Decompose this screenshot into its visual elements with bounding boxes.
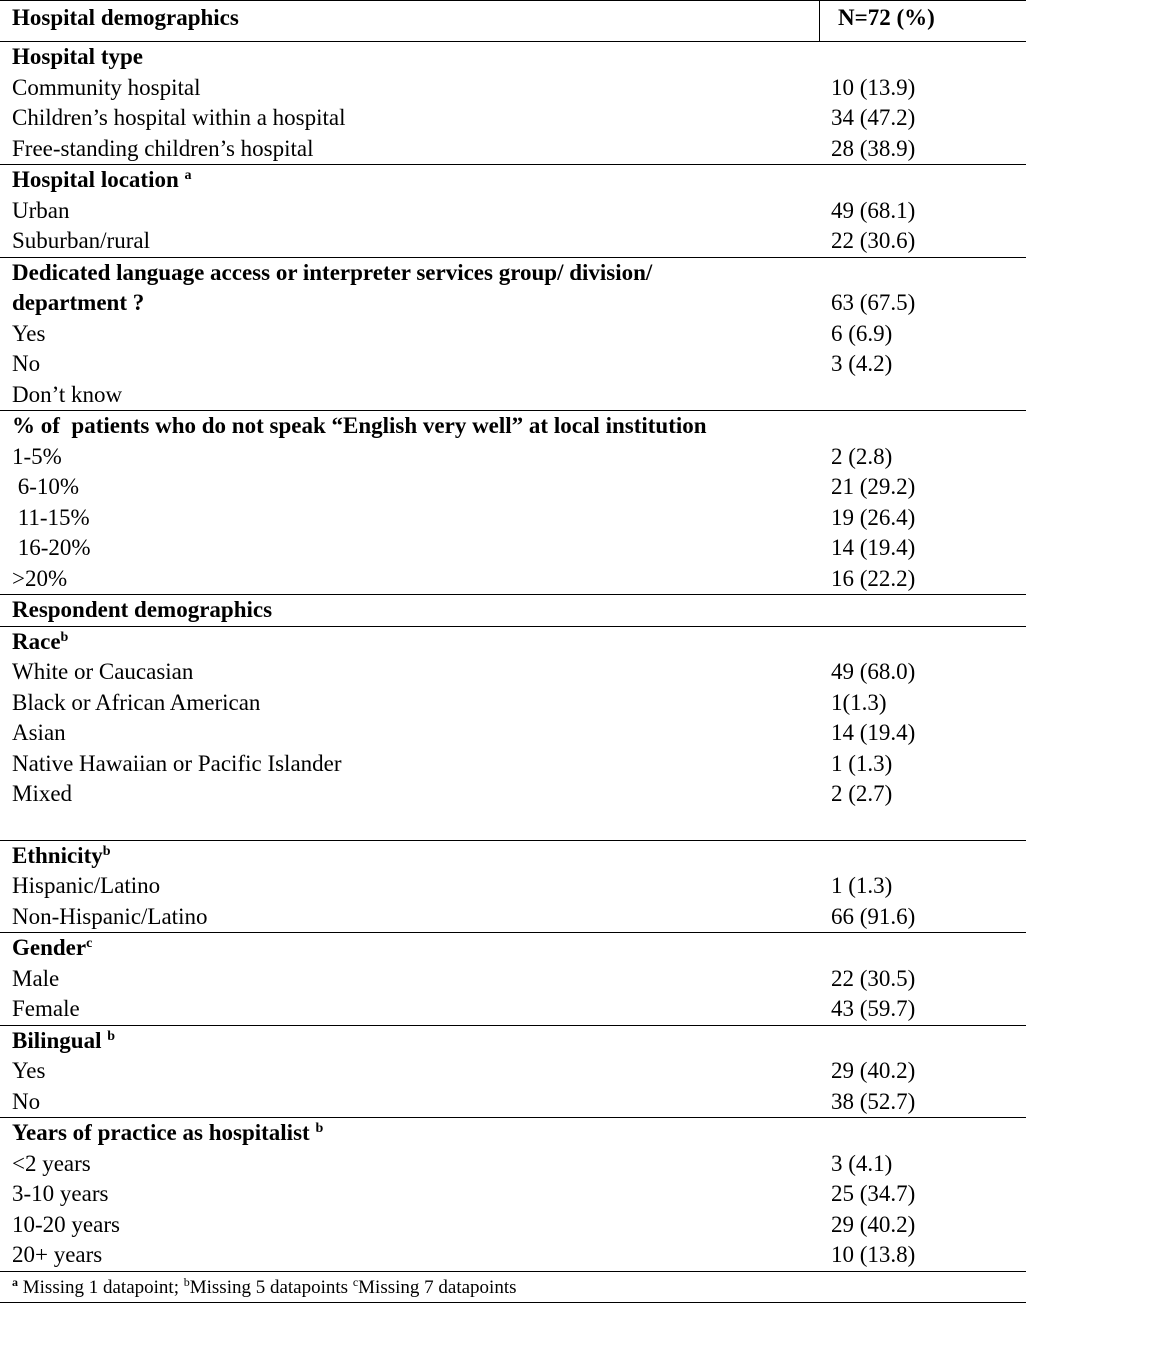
row-value: 29 (40.2) bbox=[831, 1058, 916, 1084]
table-row bbox=[0, 73, 1026, 104]
row-value: 43 (59.7) bbox=[831, 996, 916, 1022]
section-title-text: % of patients who do not speak “English very well” at local institution bbox=[12, 413, 707, 439]
table-row bbox=[0, 718, 1026, 749]
row-label: 3-10 years bbox=[12, 1181, 109, 1207]
row-value: 10 (13.8) bbox=[831, 1242, 916, 1268]
row-value: 3 (4.2) bbox=[831, 351, 893, 377]
row-label: Free-standing children’s hospital bbox=[12, 135, 314, 161]
row-label: Yes bbox=[12, 1058, 46, 1084]
row-value: 63 (67.5) bbox=[831, 290, 916, 316]
footnote-marker: a bbox=[184, 168, 192, 184]
table-row bbox=[0, 994, 1026, 1025]
table-row bbox=[0, 871, 1026, 902]
footnote-marker: b bbox=[102, 843, 111, 859]
row-value: 2 (2.8) bbox=[831, 443, 893, 469]
table-row bbox=[0, 380, 1026, 411]
section-title bbox=[0, 841, 1026, 872]
row-label: 11-15% bbox=[12, 504, 90, 530]
section-race bbox=[0, 627, 1026, 841]
section-respondent-demographics bbox=[0, 595, 1026, 627]
table-row bbox=[0, 533, 1026, 564]
row-label: Community hospital bbox=[12, 74, 201, 100]
footnote-marker-c: c bbox=[352, 1274, 359, 1289]
footnote-marker: b bbox=[60, 629, 69, 645]
table-row bbox=[0, 749, 1026, 780]
table-row bbox=[0, 226, 1026, 257]
footnote-text-a: Missing 1 datapoint; bbox=[18, 1276, 184, 1298]
row-label: 10-20 years bbox=[12, 1211, 120, 1237]
row-value: 66 (91.6) bbox=[831, 903, 916, 929]
footnote-marker-a: a bbox=[12, 1274, 18, 1289]
header-col-n: N=72 (%) bbox=[838, 5, 935, 30]
row-label: Children’s hospital within a hospital bbox=[12, 105, 346, 131]
row-value: 14 (19.4) bbox=[831, 720, 916, 746]
table-row bbox=[0, 1240, 1026, 1271]
spacer bbox=[0, 810, 1026, 840]
row-label: 20+ years bbox=[12, 1242, 103, 1268]
table-row bbox=[0, 688, 1026, 719]
footnote-marker: c bbox=[86, 936, 93, 952]
row-label: 1-5% bbox=[12, 443, 62, 469]
section-title-text: Bilingual bbox=[12, 1027, 108, 1053]
row-label: No bbox=[12, 1088, 41, 1114]
row-label: <2 years bbox=[12, 1150, 91, 1176]
section-hospital-type bbox=[0, 42, 1026, 165]
row-label: >20% bbox=[12, 565, 68, 591]
row-value: 22 (30.5) bbox=[831, 965, 916, 991]
table-row bbox=[0, 1179, 1026, 1210]
row-value: 19 (26.4) bbox=[831, 504, 916, 530]
table-row bbox=[0, 1087, 1026, 1118]
section-gender bbox=[0, 933, 1026, 1026]
row-value: 2 (2.7) bbox=[831, 781, 893, 807]
section-title-text: Ethnicity bbox=[12, 842, 103, 868]
section-title bbox=[0, 627, 1026, 658]
section-title-line2: department ? bbox=[12, 290, 145, 316]
section-title-text: Race bbox=[12, 628, 61, 654]
row-value: 14 (19.4) bbox=[831, 535, 916, 561]
section-language-access bbox=[0, 258, 1026, 412]
section-years-practice bbox=[0, 1118, 1026, 1272]
row-label: Mixed bbox=[12, 781, 73, 807]
section-english-proficiency bbox=[0, 411, 1026, 595]
header-col-demographics: Hospital demographics bbox=[0, 1, 820, 41]
table-row bbox=[0, 349, 1026, 380]
row-value: 34 (47.2) bbox=[831, 105, 916, 131]
table-row bbox=[0, 472, 1026, 503]
section-title bbox=[0, 1026, 1026, 1057]
row-value: 6 (6.9) bbox=[831, 320, 893, 346]
row-label: White or Caucasian bbox=[12, 659, 194, 685]
section-title-text: Hospital type bbox=[12, 44, 143, 70]
row-value: 1 (1.3) bbox=[831, 873, 893, 899]
table-row bbox=[0, 1056, 1026, 1087]
section-title bbox=[0, 933, 1026, 964]
section-bilingual bbox=[0, 1026, 1026, 1119]
row-value: 29 (40.2) bbox=[831, 1211, 916, 1237]
row-label: Male bbox=[12, 965, 60, 991]
table-row bbox=[0, 779, 1026, 810]
table-row bbox=[0, 902, 1026, 933]
row-value: 22 (30.6) bbox=[831, 228, 916, 254]
row-label: No bbox=[12, 351, 41, 377]
row-label: Black or African American bbox=[12, 689, 261, 715]
section-title bbox=[0, 165, 1026, 196]
section-title-text: Years of practice as hospitalist bbox=[12, 1120, 316, 1146]
row-value: 49 (68.0) bbox=[831, 659, 916, 685]
row-label: Urban bbox=[12, 197, 70, 223]
section-title-text: Respondent demographics bbox=[12, 597, 273, 623]
row-value: 16 (22.2) bbox=[831, 565, 916, 591]
table-row bbox=[0, 103, 1026, 134]
row-label: Native Hawaiian or Pacific Islander bbox=[12, 750, 342, 776]
section-title-continued bbox=[0, 288, 1026, 319]
row-value: 38 (52.7) bbox=[831, 1088, 916, 1114]
row-value: 10 (13.9) bbox=[831, 74, 916, 100]
table-row bbox=[0, 657, 1026, 688]
row-label: Suburban/rural bbox=[12, 228, 150, 254]
section-title bbox=[0, 411, 1026, 442]
table-header bbox=[0, 0, 1026, 42]
row-label: Female bbox=[12, 996, 80, 1022]
row-label: Non-Hispanic/Latino bbox=[12, 903, 208, 929]
row-label: Don’t know bbox=[12, 381, 123, 407]
row-label: Yes bbox=[12, 320, 46, 346]
table-footnote bbox=[0, 1272, 1026, 1303]
row-value: 21 (29.2) bbox=[831, 474, 916, 500]
footnote-marker: b bbox=[315, 1121, 324, 1137]
table-row bbox=[0, 319, 1026, 350]
row-value: 1 (1.3) bbox=[831, 750, 893, 776]
row-value: 25 (34.7) bbox=[831, 1181, 916, 1207]
table-row bbox=[0, 196, 1026, 227]
footnote-marker-b: b bbox=[183, 1274, 190, 1289]
section-hospital-location bbox=[0, 165, 1026, 258]
section-title-text: Gender bbox=[12, 935, 87, 961]
section-title bbox=[0, 595, 1026, 626]
table-row bbox=[0, 1149, 1026, 1180]
row-value: 1(1.3) bbox=[831, 689, 887, 715]
row-label: 6-10% bbox=[12, 474, 80, 500]
section-title bbox=[0, 258, 1026, 289]
row-value: 3 (4.1) bbox=[831, 1150, 893, 1176]
section-title-line1: Dedicated language access or interpreter services group/ division/ bbox=[12, 259, 653, 285]
table-row bbox=[0, 1210, 1026, 1241]
footnote-text-b: Missing 5 datapoints bbox=[189, 1276, 353, 1298]
row-value: 28 (38.9) bbox=[831, 135, 916, 161]
row-label: 16-20% bbox=[12, 535, 91, 561]
table-row bbox=[0, 564, 1026, 595]
footnote-text-c: Missing 7 datapoints bbox=[358, 1276, 517, 1298]
section-title-text: Hospital location bbox=[12, 167, 185, 193]
section-ethnicity bbox=[0, 841, 1026, 934]
footnote-marker: b bbox=[107, 1028, 116, 1044]
section-title bbox=[0, 42, 1026, 73]
table-row bbox=[0, 964, 1026, 995]
row-label: Asian bbox=[12, 720, 66, 746]
table-row bbox=[0, 442, 1026, 473]
row-label: Hispanic/Latino bbox=[12, 873, 161, 899]
section-title bbox=[0, 1118, 1026, 1149]
row-value: 49 (68.1) bbox=[831, 197, 916, 223]
table-row bbox=[0, 503, 1026, 534]
table-row bbox=[0, 134, 1026, 165]
